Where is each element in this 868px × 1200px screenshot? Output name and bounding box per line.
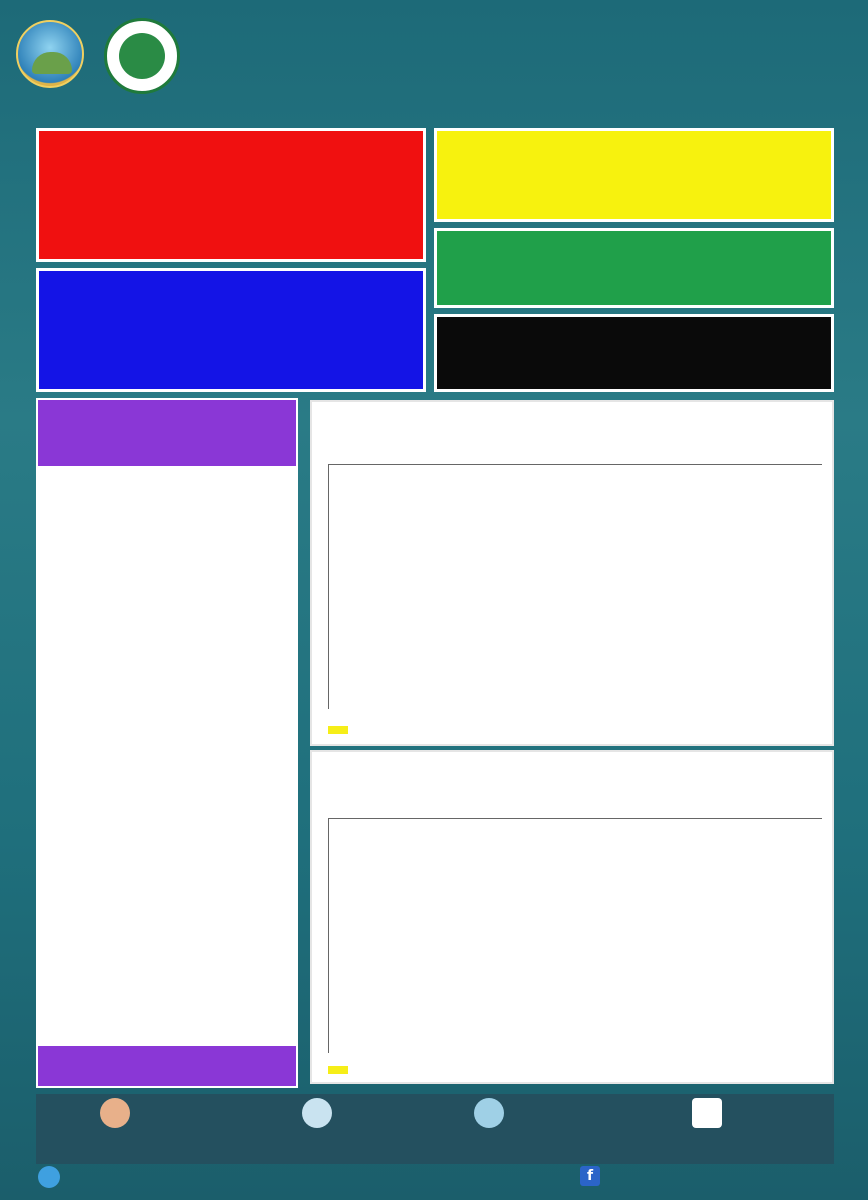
moph-logo [104, 18, 180, 94]
chonburi-province-logo [16, 20, 84, 88]
new-cases-box [36, 128, 426, 262]
april-calendar [310, 400, 834, 746]
mask-icon [474, 1098, 504, 1128]
cumulative-box [36, 268, 426, 392]
handwash-icon [302, 1098, 332, 1128]
thaichana-icon [692, 1098, 722, 1128]
district-total-row [38, 1046, 296, 1086]
facebook-icon: f [580, 1166, 600, 1186]
district-table-header [38, 400, 296, 466]
treating-box [434, 128, 834, 222]
recovered-box [434, 228, 834, 308]
distance-icon [100, 1098, 130, 1128]
deaths-box [434, 314, 834, 392]
district-table [36, 398, 298, 1088]
phone-icon [38, 1166, 60, 1188]
may-calendar [310, 750, 834, 1084]
